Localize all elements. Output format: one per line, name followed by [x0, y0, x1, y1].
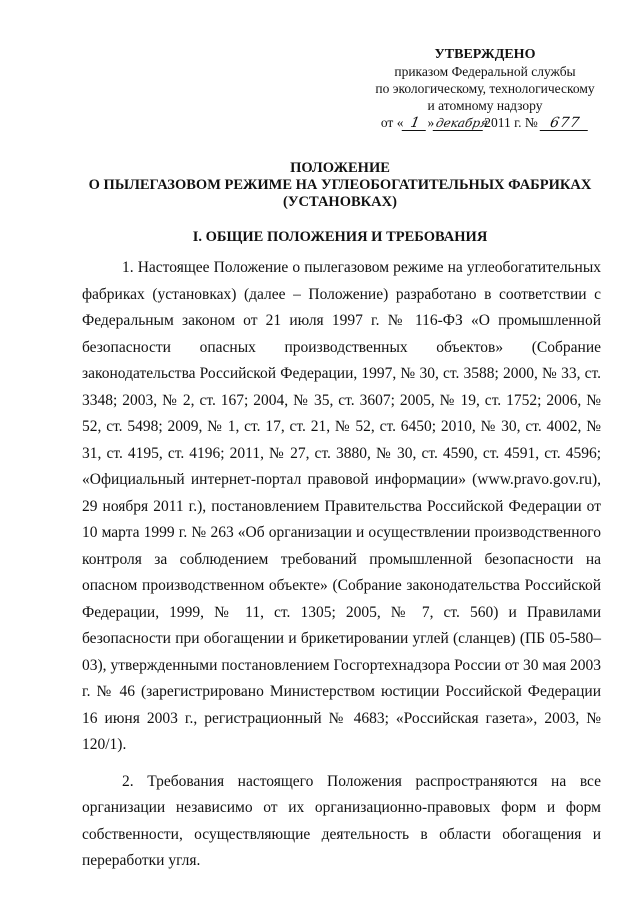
document-body [82, 255, 601, 875]
title-line-3: (УСТАНОВКАХ) [283, 194, 397, 210]
approval-line-3: и атомному надзору [427, 98, 543, 113]
handwritten-order-number: 677 [540, 116, 591, 131]
date-prefix: от « [380, 115, 404, 130]
title-line-1: ПОЛОЖЕНИЕ [290, 160, 390, 176]
section-heading: I. ОБЩИЕ ПОЛОЖЕНИЯ И ТРЕБОВАНИЯ [192, 229, 488, 245]
title-line-2: О ПЫЛЕГАЗОВОМ РЕЖИМЕ НА УГЛЕОБОГАТИТЕЛЬНЫХ ФАБРИКАХ [88, 177, 592, 193]
approval-line-1: приказом Федеральной службы [394, 64, 576, 79]
approval-heading: УТВЕРЖДЕНО [434, 47, 536, 62]
approval-line-2: по экологическому, технологическому [375, 81, 595, 96]
paragraph-2: 2. Требования настоящего Положения распространяются на все организации независимо от их организационно-правовых форм и форм собственности, осуществляющие деятельность в области обогащения и переработки угля. [82, 772, 601, 869]
approval-stamp [360, 46, 610, 131]
approval-date-line [360, 114, 610, 131]
handwritten-month: декабря [433, 116, 486, 131]
paragraph-1: 1. Настоящее Положение о пылегазовом режиме на углеобогатительных фабриках (установках) (далее – Положение) разработано в соответствии с Федеральным законом от 21 июля 1997 г. № 116-ФЗ «О промышленной безопасности опасных производственных объектов» (Собрание законодательства Российской Федерации, 1997, № 30, ст. 3588; 2000, № 33, ст. 3348; 2003, № 2, ст. 167; 2004, № 35, ст. 3607; 2005, № 19, ст. 1752; 2006, № 52, ст. 5498; 2009, № 1, ст. 17, ст. 21, № 52, ст. 6450; 2010, № 30, ст. 4002, № 31, ст. 4195, ст. 4196; 2011, № 27, ст. 3880, № 30, ст. 4590, ст. 4591, ст. 4596; «Официальный интернет-портал правовой информации» (www.pravo.gov.ru), 29 ноября 2011 г.), постановлением Правительства Российской Федерации от 10 марта 1999 г. № 263 «Об организации и осуществлении производственного контроля за соблюдением требований промышленной безопасности на опасном производственном объекте» (Собрание законодательства Российской Федерации, 1999, № 11, ст. 1305; 2005, № 7, ст. 560) и Правилами безопасности при обогащении и брикетировании углей (сланцев) (ПБ 05-580–03), утвержденными постановлением Госгортехнадзора России от 30 мая 2003 г. № 46 (зарегистрировано Министерством юстиции Российской Федерации 16 июня 2003 г., регистрационный № 4683; «Российская газета», 2003, № 120/1). [82, 259, 601, 753]
handwritten-day: 1 [402, 116, 429, 131]
date-mid: » [427, 115, 435, 130]
year-text: 2011 г. № [484, 115, 538, 130]
document-title [40, 160, 640, 211]
